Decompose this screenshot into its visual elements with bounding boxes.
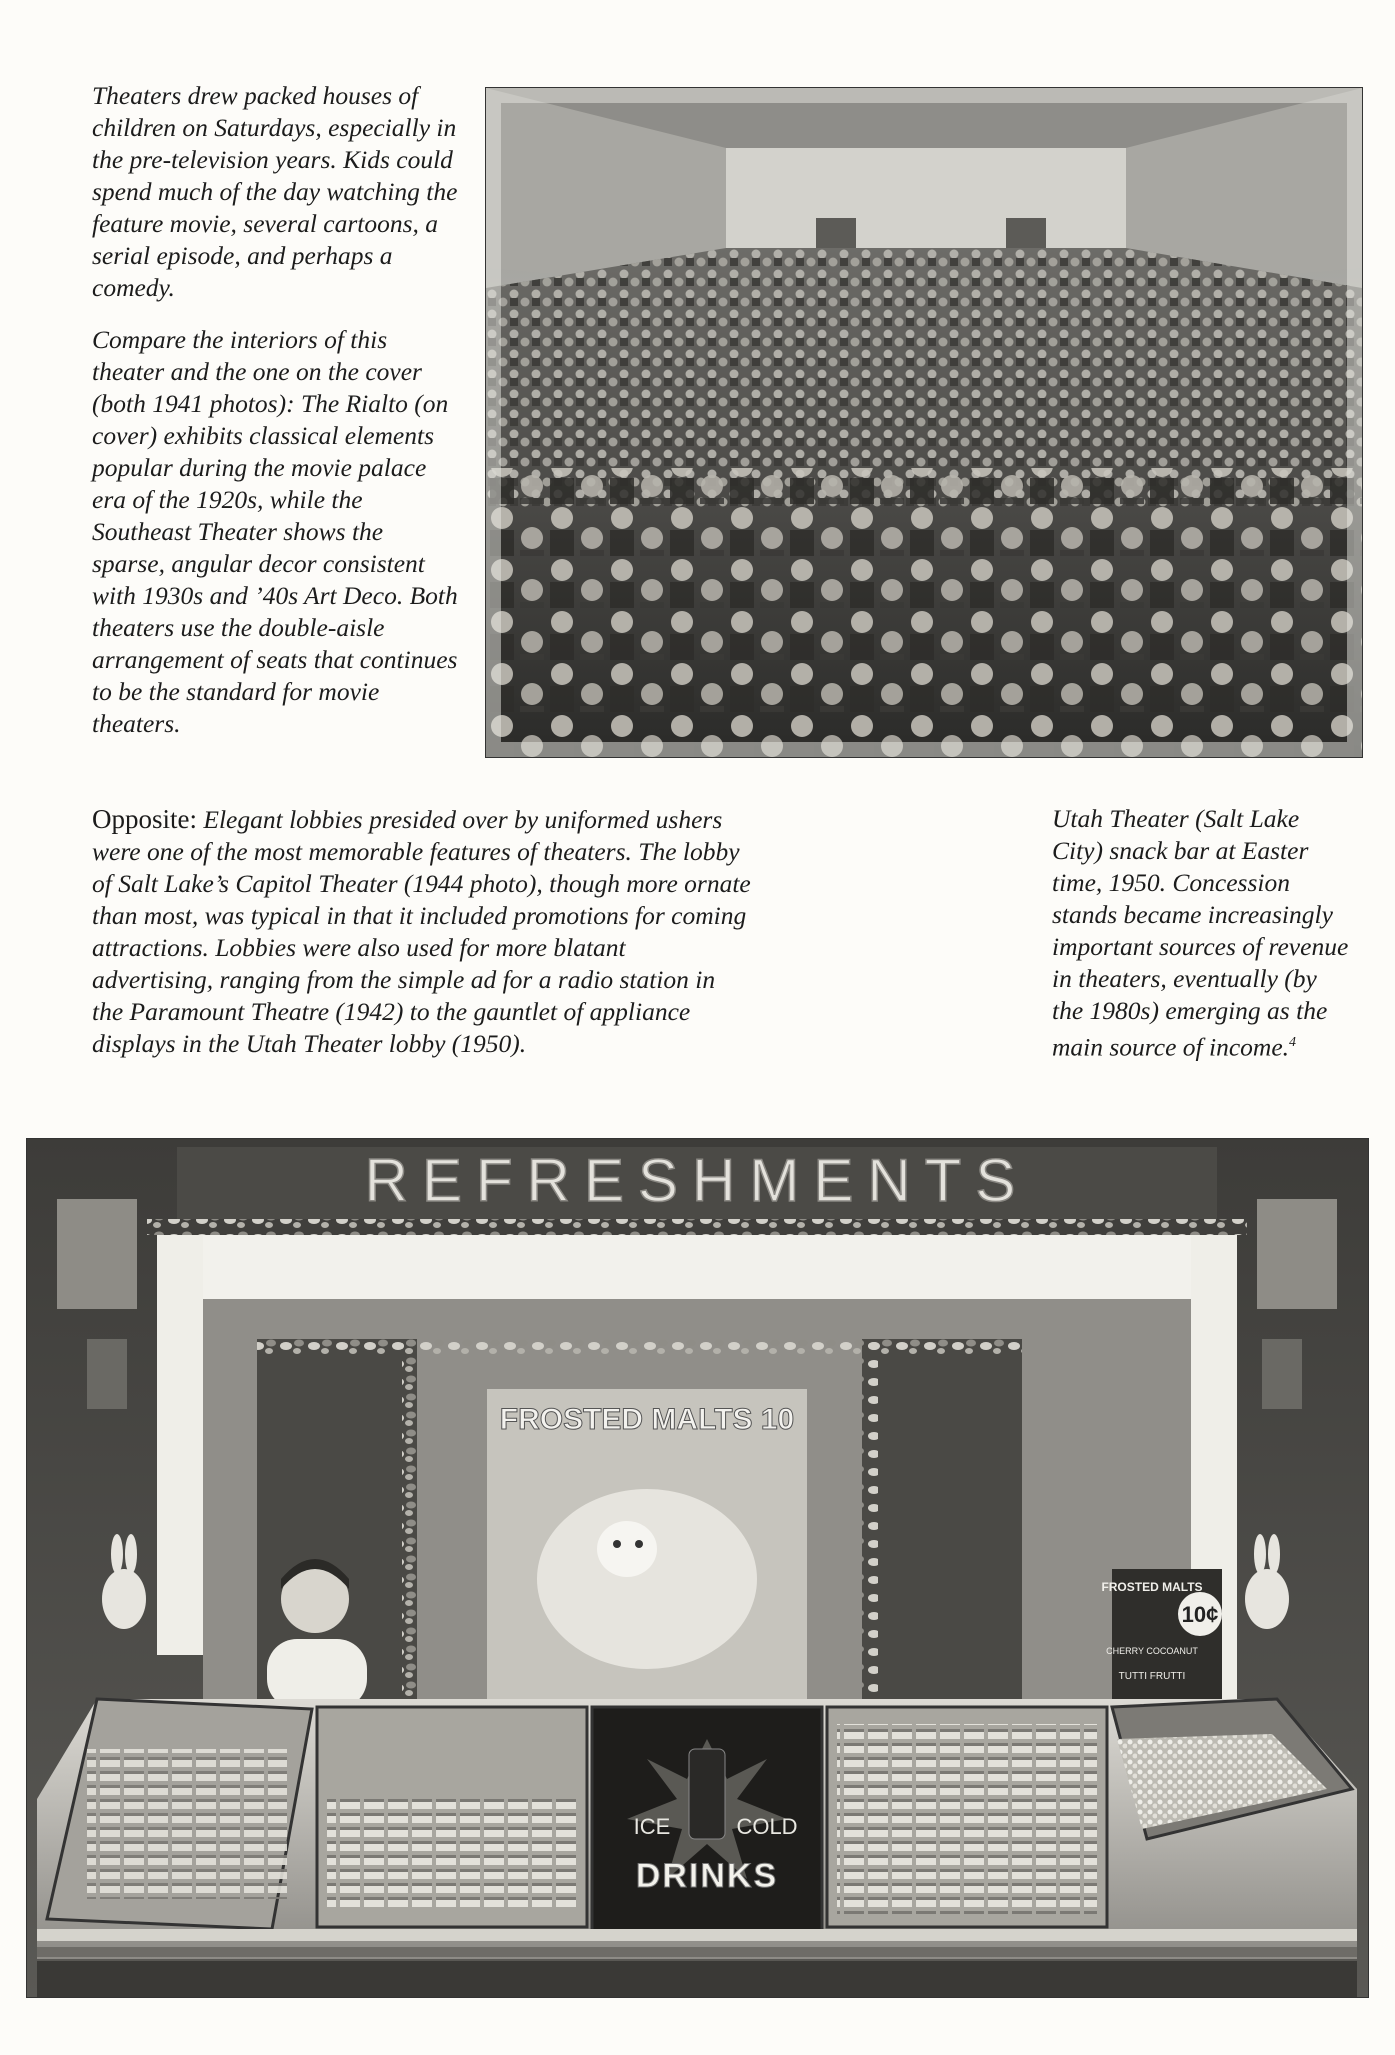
caption-lead: Opposite: <box>92 804 197 834</box>
theater-audience-photo <box>485 87 1363 758</box>
caption-right <box>1052 803 1352 1064</box>
cold-sign: COLD <box>736 1814 798 1839</box>
caption-opposite <box>92 803 752 1060</box>
caption-top-left <box>92 80 462 760</box>
ice-sign: ICE <box>633 1814 671 1839</box>
caption-body: Utah Theater (Salt Lake City) snack bar at Easter time, 1950. Concession stands became increasingly important sources of revenue in theaters, eventually (by the 1980s) emerging as the main source of income. <box>1052 804 1349 1062</box>
caption-paragraph: Compare the interiors of this theater and the one on the cover (both 1941 photos): The Rialto (on cover) exhibits classical elements popular during the movie palace era of the 1920s, while the Southeast Theater shows the sparse, angular decor consistent with 1930s and ’40s Art Deco. Both theaters use the double-aisle arrangement of seats that continues to be the standard for movie theaters. <box>92 325 458 738</box>
frosted-malts-sign: FROSTED MALTS 10 <box>499 1403 795 1436</box>
price-sign: 10¢ <box>1181 1602 1219 1627</box>
refreshments-sign: REFRESHMENTS <box>364 1147 1030 1214</box>
footnote-marker: 4 <box>1289 1035 1297 1050</box>
drinks-sign: DRINKS <box>635 1857 779 1895</box>
caption-body: Elegant lobbies presided over by uniformed ushers were one of the most memorable features of theaters. The lobby of Salt Lake’s Capitol Theater (1944 photo), though more ornate than most, was typical in that it included promotions for coming attractions. Lobbies were also used for more blatant advertising, ranging from the simple ad for a radio station in the Paramount Theatre (1942) to the gauntlet of appliance displays in the Utah Theater lobby (1950). <box>92 805 751 1058</box>
malts-sign-title: FROSTED MALTS <box>1101 1580 1203 1594</box>
snack-bar-photo <box>26 1138 1369 1998</box>
flavor-tutti-frutti: TUTTI FRUTTI <box>1118 1671 1186 1682</box>
caption-paragraph: Theaters drew packed houses of children on Saturdays, especially in the pre-television years. Kids could spend much of the day watching the feature movie, several cartoons, a serial episode, and perhaps a comedy. <box>92 81 458 302</box>
flavor-cherry-cocoanut: CHERRY COCOANUT <box>1106 1646 1198 1656</box>
